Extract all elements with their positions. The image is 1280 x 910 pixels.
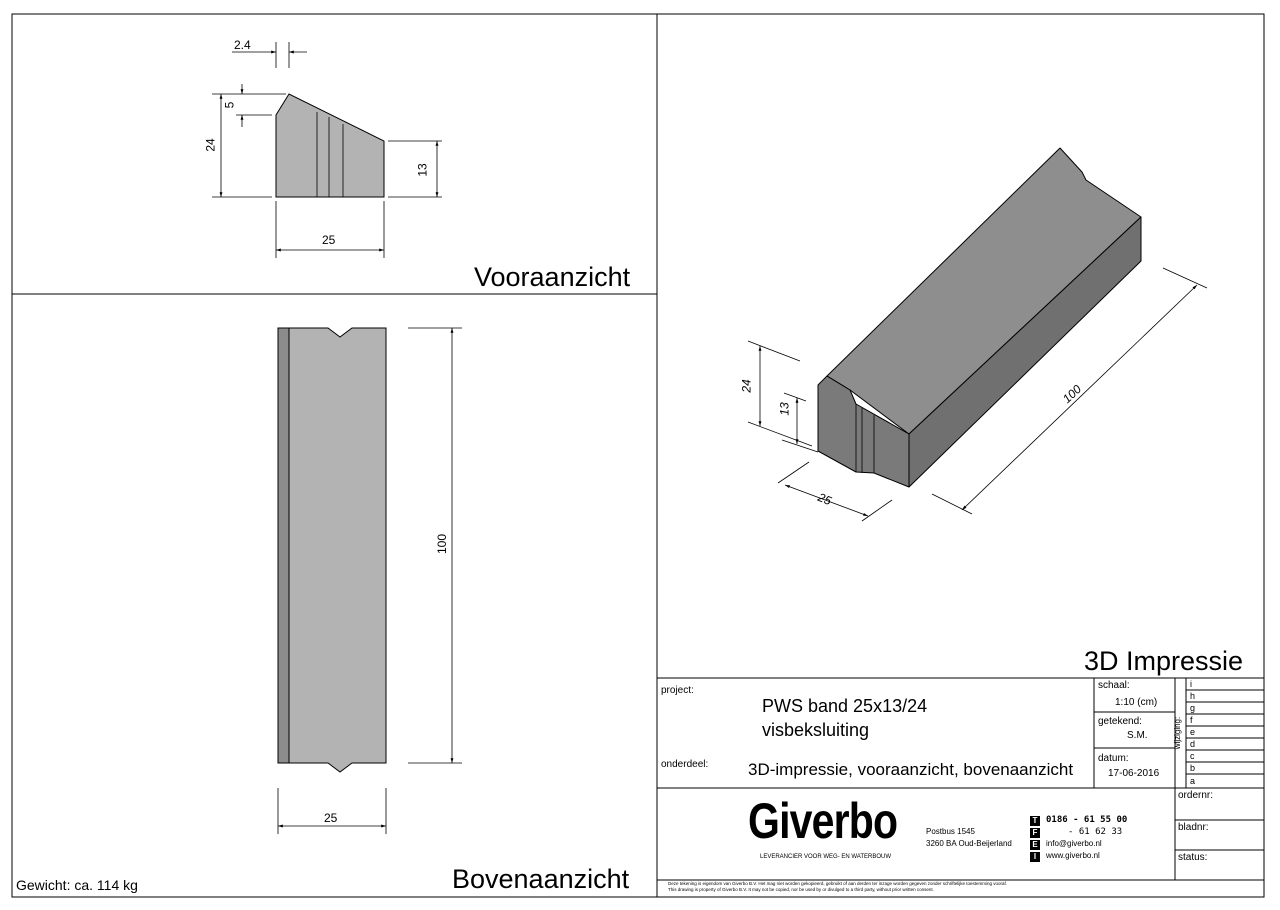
ordernr-label: ordernr:: [1178, 790, 1214, 801]
iso-view-block: [818, 148, 1141, 487]
fax-icon: F: [1030, 828, 1040, 838]
rev-b: b: [1190, 763, 1196, 773]
iso-dim-24: 24: [739, 379, 754, 393]
front-dim-13: 13: [415, 163, 430, 177]
front-view-profile: [276, 94, 384, 197]
rev-f: f: [1190, 715, 1193, 725]
schaal-label: schaal:: [1098, 680, 1130, 691]
datum-label: datum:: [1098, 753, 1129, 764]
company-address2: 3260 BA Oud-Beijerland: [926, 839, 1012, 848]
company-web: www.giverbo.nl: [1046, 851, 1100, 860]
company-fax: - 61 62 33: [1068, 827, 1123, 837]
front-dim-25: 25: [322, 233, 336, 247]
company-logo: Giverbo: [748, 793, 898, 849]
onderdeel-value: 3D-impressie, vooraanzicht, bovenaanzicht: [748, 760, 1074, 779]
iso-dim-100: 100: [1059, 382, 1085, 406]
onderdeel-label: onderdeel:: [661, 759, 709, 770]
disclaimer-nl: Deze tekening is eigendom van Giverbo B.V. Het mag niet worden gekopieerd, gebruikt of aan derden ter inzage worden gegeven zonder schriftelijke toestemming vooraf.: [668, 881, 1008, 886]
company-email: info@giverbo.nl: [1046, 839, 1102, 848]
phone-icon: T: [1030, 816, 1040, 826]
rev-c: c: [1190, 751, 1195, 761]
rev-i: i: [1190, 679, 1192, 689]
company-address1: Postbus 1545: [926, 827, 975, 836]
getekend-label: getekend:: [1098, 716, 1142, 727]
title-block-grid: [657, 678, 1264, 880]
disclaimer-en: This drawing is property of Giverbo B.V. It may not be copied, nor be used by or divulged to a third party, without prior written consent.: [668, 887, 934, 892]
status-label: status:: [1178, 852, 1208, 863]
front-view-title: Vooraanzicht: [474, 262, 631, 292]
wijziging-label: wijziging:: [1173, 716, 1183, 750]
front-dim-2.4: 2.4: [234, 38, 251, 52]
rev-h: h: [1190, 691, 1196, 701]
top-dim-100: 100: [435, 533, 450, 555]
top-view-outline: [278, 328, 386, 772]
schaal-value: 1:10 (cm): [1115, 697, 1158, 708]
company-phone: 0186 - 61 55 00: [1046, 815, 1128, 825]
top-dim-25: 25: [324, 811, 338, 825]
rev-e: e: [1190, 727, 1196, 737]
iso-dim-25: 25: [815, 490, 834, 508]
project-name: PWS band 25x13/24: [762, 696, 928, 716]
sheet-frame: [12, 14, 1264, 897]
front-dim-5: 5: [222, 101, 237, 109]
rev-d: d: [1190, 739, 1196, 749]
email-icon: E: [1030, 840, 1040, 850]
bladnr-label: bladnr:: [1178, 822, 1209, 833]
top-view-title: Bovenaanzicht: [452, 864, 630, 894]
front-dim-24: 24: [203, 138, 218, 152]
datum-value: 17-06-2016: [1108, 768, 1160, 779]
rev-g: g: [1190, 703, 1196, 713]
getekend-value: S.M.: [1127, 730, 1148, 741]
rev-a: a: [1190, 776, 1196, 786]
project-label: project:: [661, 685, 694, 696]
project-subtitle: visbeksluiting: [762, 720, 870, 740]
web-icon: I: [1030, 852, 1040, 862]
weight-note: Gewicht: ca. 114 kg: [16, 877, 138, 893]
company-tagline: LEVERANCIER VOOR WEG- EN WATERBOUW: [760, 854, 892, 860]
iso-view-title: 3D Impressie: [1084, 646, 1244, 676]
iso-dim-13: 13: [777, 402, 792, 416]
